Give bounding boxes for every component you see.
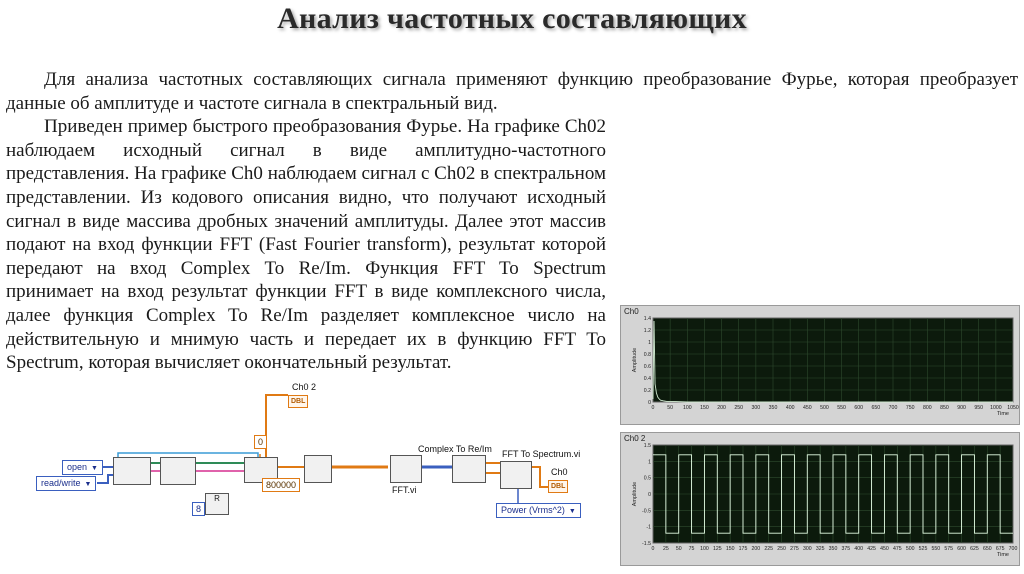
y-tick-label: -0.5 [642, 508, 651, 515]
x-tick-label: 150 [700, 405, 709, 411]
y-tick-label: -1.5 [642, 541, 651, 547]
close-file-node: R [205, 493, 229, 515]
x-tick-label: 400 [854, 546, 864, 552]
paragraph-example: Приведен пример быстрого преобразования Фурье. На графике Ch02 наблюдаем исходный сигнал в виде амплитудно-частотного представления. На графике Ch0 наблюдаем сигнал с Ch02 в спектральном представлении. Из кодового описания видно, что получают исходный сигнал в виде массива дробных значений амплитуды. Далее этот массив подают на вход функции FFT (Fast Fourier transform), результат которой передают на вход Complex To Re/Im. Функция FFT To Spectrum принимает на вход результат функции FFT в виде комплексного числа, далее функция Complex To Re/Im разделяет комплексное число на действительную и мнимую часть и передает их в функцию FFT To Spectrum, которая вычисляет окончательный результат. [6, 116, 606, 374]
x-tick-label: 250 [777, 546, 786, 552]
x-tick-label: 150 [725, 546, 735, 552]
x-tick-label: 425 [867, 546, 876, 552]
x-tick-label: 700 [1008, 546, 1018, 552]
x-axis-label: Time [996, 411, 1009, 417]
x-tick-label: 300 [751, 405, 761, 411]
y-tick-label: 0.6 [643, 364, 651, 370]
x-tick-label: 575 [944, 546, 954, 552]
x-tick-label: 300 [802, 546, 812, 552]
x-tick-label: 275 [790, 546, 799, 552]
x-tick-label: 325 [815, 546, 825, 552]
complex-to-reim-node [452, 455, 486, 483]
x-axis-label: Time [996, 552, 1009, 558]
chevron-down-icon: ▼ [568, 508, 576, 515]
chevron-down-icon: ▼ [91, 465, 98, 472]
y-axis-label: Amplitude [632, 481, 638, 507]
fft-node [390, 455, 422, 483]
x-tick-label: 600 [957, 546, 966, 552]
x-tick-label: 650 [871, 405, 881, 411]
x-tick-label: 50 [667, 405, 674, 411]
open-file-node [113, 457, 151, 485]
ch0-label: Ch0 [551, 467, 568, 477]
y-tick-label: 0.2 [643, 388, 651, 394]
y-tick-label: 0 [648, 400, 651, 406]
x-tick-label: 1050 [1007, 405, 1019, 411]
y-tick-label: 1 [648, 459, 651, 466]
y-axis-label: Amplitude [632, 347, 638, 373]
x-tick-label: 350 [828, 546, 838, 552]
open-ring-value: open [67, 462, 88, 472]
x-tick-label: 700 [888, 405, 898, 411]
x-tick-label: 800 [922, 405, 932, 411]
x-tick-label: 350 [768, 405, 778, 411]
ch02-indicator: DBL [288, 395, 308, 408]
graph-ch0-plot [621, 306, 1019, 424]
graph-ch02-title: Ch0 2 [624, 434, 646, 443]
fft-spectrum-node [500, 461, 532, 489]
x-tick-label: 75 [688, 546, 695, 552]
fft-spectrum-label: FFT To Spectrum.vi [502, 449, 581, 459]
x-tick-label: 750 [905, 405, 915, 411]
x-tick-label: 125 [712, 546, 722, 552]
x-tick-label: 400 [785, 405, 795, 411]
graph-ch0 [620, 305, 1020, 425]
page-title: Анализ частотных составляющих [277, 2, 747, 35]
x-tick-label: 475 [892, 546, 902, 552]
power-ring[interactable] [496, 503, 581, 518]
ch02-label: Ch0 2 [292, 382, 317, 392]
x-tick-label: 100 [682, 405, 692, 411]
x-tick-label: 675 [995, 546, 1005, 552]
x-tick-label: 850 [940, 405, 949, 411]
x-tick-label: 650 [982, 546, 992, 552]
y-tick-label: 0.8 [643, 352, 651, 358]
x-tick-label: 200 [751, 546, 761, 552]
constant-zero[interactable]: 0 [254, 435, 267, 449]
y-tick-label: 1.2 [643, 328, 651, 334]
x-tick-label: 900 [957, 405, 966, 411]
open-ring[interactable] [62, 460, 103, 475]
fft-label: FFT.vi [392, 485, 417, 495]
x-tick-label: 550 [837, 405, 846, 411]
x-tick-label: 225 [764, 546, 774, 552]
x-tick-label: 200 [717, 405, 726, 411]
x-tick-label: 1000 [990, 405, 1002, 411]
read-write-ring-value: read/write [41, 478, 81, 488]
graph-ch02 [620, 432, 1020, 566]
y-tick-label: -1 [646, 524, 651, 531]
ch0-indicator: DBL [548, 480, 568, 493]
x-tick-label: 100 [700, 546, 709, 552]
plot-area [653, 318, 1013, 402]
x-tick-label: 600 [854, 405, 864, 411]
constant-eight[interactable]: 8 [192, 502, 205, 516]
y-tick-label: 1.5 [643, 443, 651, 449]
x-tick-label: 500 [820, 405, 829, 411]
complex-label: Complex To Re/Im [418, 444, 492, 454]
x-tick-label: 525 [918, 546, 928, 552]
x-tick-label: 250 [734, 405, 744, 411]
x-tick-label: 625 [970, 546, 979, 552]
graph-ch02-plot [621, 433, 1019, 565]
power-ring-value: Power (Vrms^2) [501, 505, 565, 515]
y-tick-label: 0 [648, 492, 651, 498]
x-tick-label: 450 [880, 546, 889, 552]
paragraph-intro: Для анализа частотных составляющих сигнала применяют функцию преобразование Фурье, которая преобразует данные об амплитуде и частоте сигнала в спектральный вид. [6, 69, 1018, 114]
x-tick-label: 450 [802, 405, 812, 411]
graph-ch0-title: Ch0 [624, 307, 639, 316]
y-tick-label: 1 [648, 340, 651, 346]
chevron-down-icon: ▼ [84, 481, 92, 488]
x-tick-label: 550 [931, 546, 941, 552]
read-file-node [160, 457, 196, 485]
x-tick-label: 25 [662, 546, 669, 552]
y-tick-label: 0.4 [643, 376, 651, 382]
block-diagram [0, 375, 600, 545]
build-array-node [304, 455, 332, 483]
x-tick-label: 175 [738, 546, 748, 552]
x-tick-label: 0 [651, 405, 655, 411]
x-tick-label: 950 [974, 405, 984, 411]
x-tick-label: 500 [905, 546, 915, 552]
y-tick-label: 1.4 [643, 316, 651, 322]
read-write-ring[interactable] [36, 476, 96, 491]
y-tick-label: 0.5 [643, 475, 651, 482]
x-tick-label: 375 [841, 546, 851, 552]
constant-samples[interactable]: 800000 [262, 478, 300, 492]
x-tick-label: 50 [675, 546, 682, 552]
x-tick-label: 0 [651, 546, 655, 552]
